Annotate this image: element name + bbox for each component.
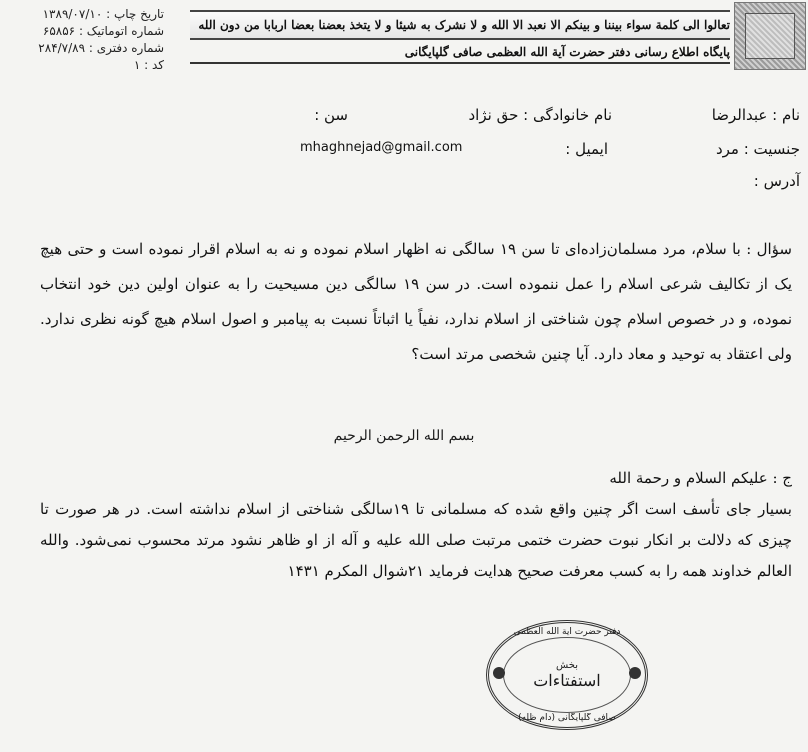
stamp-ornament-icon xyxy=(629,667,641,679)
header-subtitle: پایگاه اطلاع رسانی دفتر حضرت آیة الله العظمی صافی گلپایگانی xyxy=(190,42,730,64)
email-value: mhaghnejad@gmail.com xyxy=(300,140,463,155)
stamp-line-1: بخش xyxy=(556,660,578,671)
person-age: سن : xyxy=(314,106,348,124)
print-date: تاریخ چاپ : ۱۳۸۹/۰۷/۱۰ xyxy=(42,7,164,21)
answer-greeting: ج : علیکم السلام و رحمة الله xyxy=(609,469,792,487)
person-address: آدرس : xyxy=(753,172,800,190)
question-text: سؤال : با سلام، مرد مسلمان‌زاده‌ای تا سن ۱۹ سالگی نه اظهار اسلام نموده و نه به اسلام اقرار نموده است و حتی هیچ یک از تکالیف شرعی اسلام را عمل ننموده است. در سن ۱۹ سالگی دین مسیحیت را به عنوان اولین دین خود انتخاب نموده، و در خصوص اسلام چون شناختی از اسلام ندارد، نفیاً یا اثباتاً نسبت به پیامبر و اصول اسلام هیچ گونه نظری ندارد. ولی اعتقاد به توحید و معاد دارد. آیا چنین شخصی مرتد است؟ xyxy=(40,240,792,363)
person-name: نام : عبدالرضا xyxy=(711,106,800,124)
header-seal-logo xyxy=(734,2,806,70)
answer-text: بسیار جای تأسف است اگر چنین واقع شده که مسلمانی تا ۱۹سالگی شناختی از اسلام نداشته است. در هر صورت تا چیزی که دلالت بر انکار نبوت حضرت ختمی مرتبت صلی الله علیه و آله از او ظاهر نشود مرتد محسوب نمی‌شود. والله العالم خداوند همه را به کسب معرفت صحیح هدایت فرماید ۲۱شوال المکرم ۱۴۳۱ xyxy=(40,500,792,580)
print-info xyxy=(12,6,164,74)
person-gender: جنسیت : مرد xyxy=(715,140,800,158)
stamp-ornament-icon xyxy=(493,667,505,679)
header-banner xyxy=(180,2,806,70)
email-label: ایمیل : xyxy=(565,140,608,158)
office-number: شماره دفتری : ۲۸۴/۷/۸۹ xyxy=(38,41,164,55)
code: کد : ۱ xyxy=(133,58,164,72)
stamp-ring-top: دفتر حضرت آیة الله العظمی xyxy=(513,627,621,637)
stamp-line-2: استفتاءات xyxy=(533,671,601,690)
auto-number: شماره اتوماتیک : ۶۵۸۵۶ xyxy=(42,24,164,38)
person-family: نام خانوادگی : حق نژاد xyxy=(468,106,612,124)
header-verse: تعالوا الی کلمة سواء بیننا و بینکم الا نعبد الا الله و لا نشرک به شیئا و لا یتخذ بعضنا بعضا اربابا من دون الله xyxy=(190,10,730,40)
bismillah: بسم الله الرحمن الرحیم xyxy=(333,428,475,444)
office-stamp xyxy=(486,620,648,730)
stamp-ring-bottom: صافی گلپایگانی (دام ظله) xyxy=(518,713,616,723)
